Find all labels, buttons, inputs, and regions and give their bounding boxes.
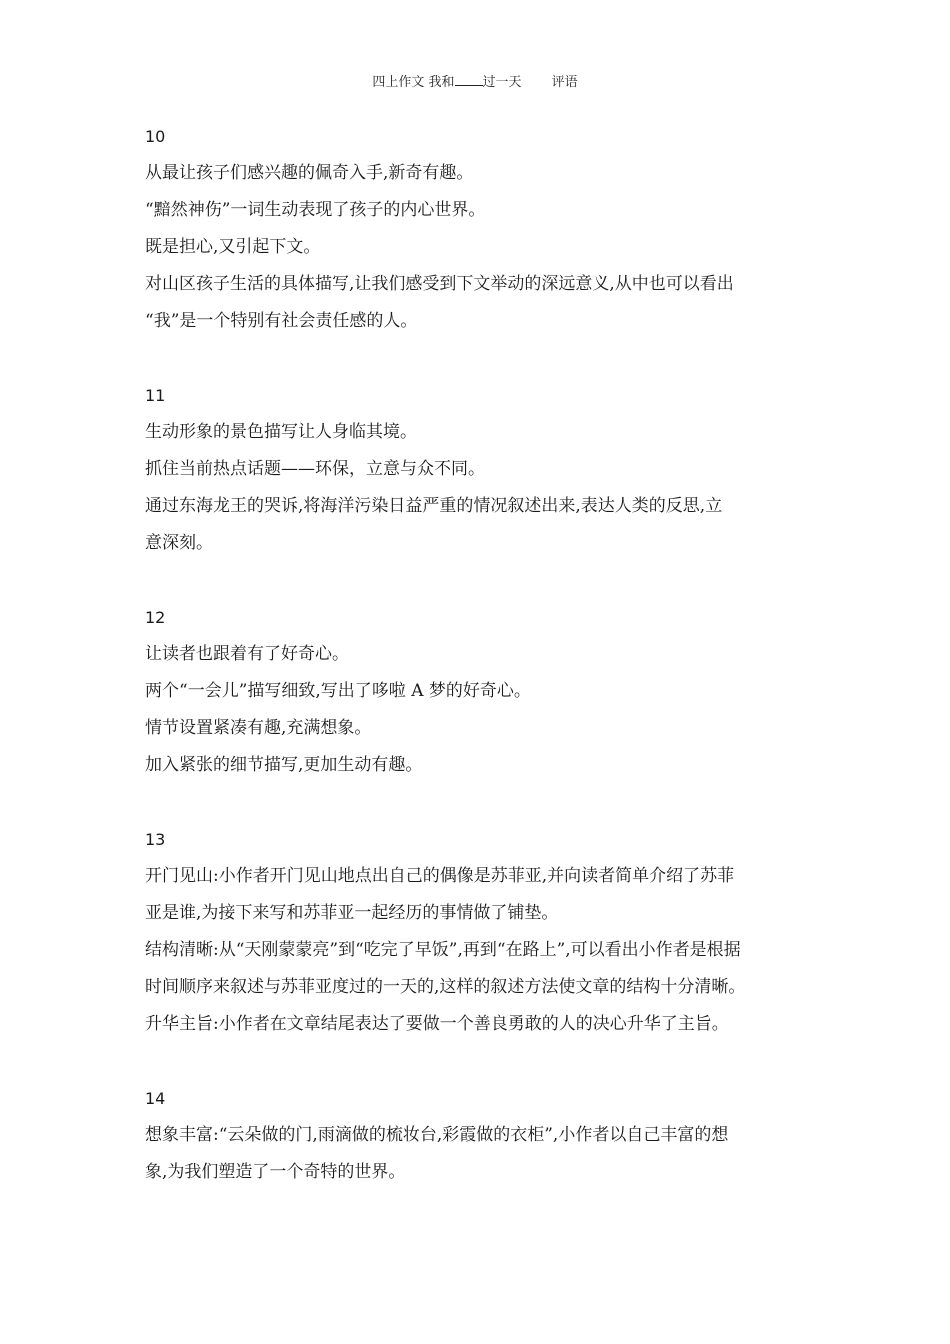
comment-line: 开门见山:小作者开门见山地点出自己的偶像是苏菲亚,并向读者简单介绍了苏菲: [145, 866, 735, 886]
comment-line: 两个“一会儿”描写细致,写出了哆啦 A 梦的好奇心。: [145, 681, 531, 701]
comment-line: “黯然神伤”一词生动表现了孩子的内心世界。: [145, 200, 486, 220]
header-title-blank: [455, 72, 483, 86]
header-title-suffix: 过一天: [482, 75, 522, 90]
comment-section-12: [145, 599, 825, 784]
comment-line: 情节设置紧凑有趣,充满想象。: [145, 718, 372, 738]
comments-body: [145, 118, 825, 1191]
section-number: 11: [145, 386, 166, 405]
comment-section-11: [145, 377, 825, 562]
comment-section-13: [145, 821, 825, 1043]
comment-section-10: [145, 118, 825, 340]
section-number: 10: [145, 127, 166, 146]
comment-line: 结构清晰:从“天刚蒙蒙亮”到“吃完了早饭”,再到“在路上”,可以看出小作者是根据: [145, 940, 741, 960]
section-number: 14: [145, 1089, 166, 1108]
header-title-prefix: 四上作文 我和: [372, 75, 455, 90]
comment-line: 让读者也跟着有了好奇心。: [145, 644, 349, 664]
comment-line: 既是担心,又引起下文。: [145, 237, 321, 257]
comment-line: 时间顺序来叙述与苏菲亚度过的一天的,这样的叙述方法使文章的结构十分清晰。: [145, 977, 746, 997]
comment-line: 生动形象的景色描写让人身临其境。: [145, 422, 417, 442]
comment-line: 升华主旨:小作者在文章结尾表达了要做一个善良勇敢的人的决心升华了主旨。: [145, 1014, 729, 1034]
comment-section-14: [145, 1080, 825, 1191]
comment-line: 通过东海龙王的哭诉,将海洋污染日益严重的情况叙述出来,表达人类的反思,立: [145, 496, 723, 516]
page-header: [0, 72, 950, 93]
section-number: 13: [145, 830, 166, 849]
comment-line: 从最让孩子们感兴趣的佩奇入手,新奇有趣。: [145, 163, 474, 183]
comment-line: 象,为我们塑造了一个奇特的世界。: [145, 1162, 406, 1182]
comment-line: 亚是谁,为接下来写和苏菲亚一起经历的事情做了铺垫。: [145, 903, 559, 923]
section-number: 12: [145, 608, 166, 627]
comment-line: 加入紧张的细节描写,更加生动有趣。: [145, 755, 423, 775]
comment-line: 抓住当前热点话题——环保，立意与众不同。: [145, 459, 485, 479]
comment-line: 对山区孩子生活的具体描写,让我们感受到下文举动的深远意义,从中也可以看出: [145, 274, 734, 294]
comment-line: 想象丰富:“云朵做的门,雨滴做的梳妆台,彩霞做的衣柜”,小作者以自己丰富的想: [145, 1125, 729, 1145]
header-label-comments: 评语: [551, 75, 578, 90]
comment-line: 意深刻。: [145, 533, 213, 553]
comment-line: “我”是一个特别有社会责任感的人。: [145, 311, 418, 331]
